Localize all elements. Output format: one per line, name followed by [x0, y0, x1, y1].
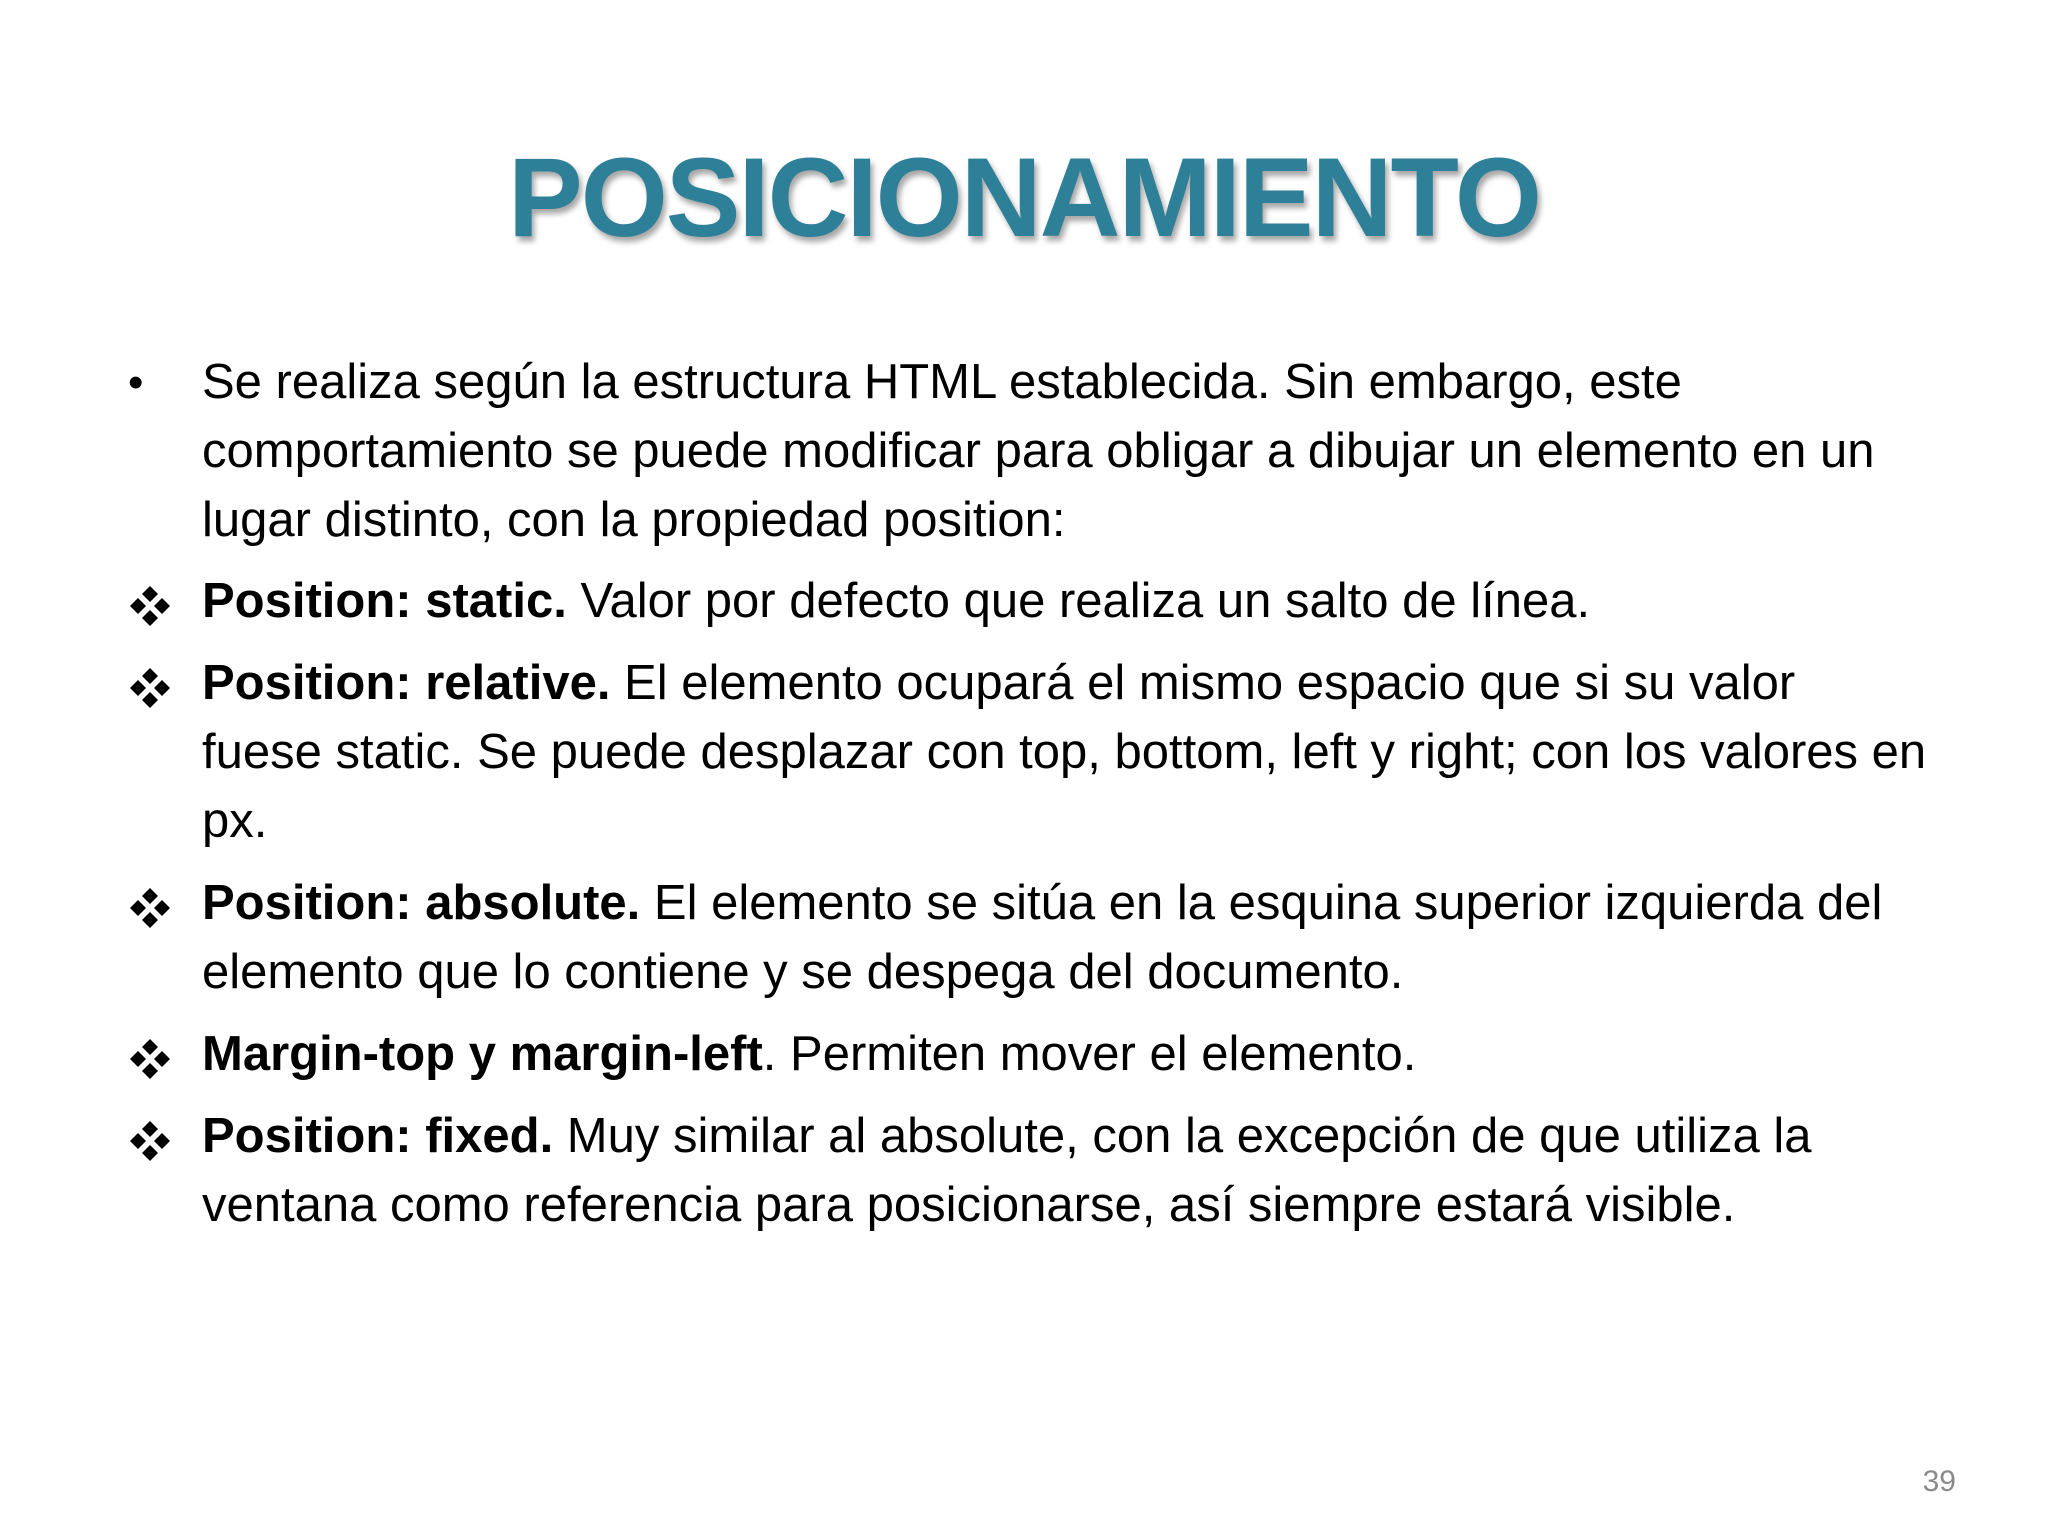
item-text: Se realiza según la estructura HTML establecida. Sin embargo, este comportamiento se puede modificar para obligar a dibujar un elemento en un lugar distinto, con la propiedad position: — [202, 355, 1875, 547]
item-text: Valor por defecto que realiza un salto de línea. — [566, 574, 1591, 628]
page-number: 39 — [1922, 1465, 1956, 1498]
item-label: Position: static. — [202, 574, 567, 628]
item-label: Margin-top y margin-left — [202, 1027, 763, 1081]
list-item — [128, 567, 1928, 636]
slide-title: POSICIONAMIENTO — [507, 135, 1541, 260]
list-item — [128, 649, 1928, 856]
list-item — [128, 1102, 1928, 1240]
slide-content — [128, 348, 1928, 1253]
list-item — [128, 348, 1928, 555]
item-text: Muy similar al absolute, con la excepción de que utiliza la ventana como referencia para posicionarse, así siempre estará visible. — [202, 1109, 1812, 1232]
item-text: El elemento se sitúa en la esquina superior izquierda del elemento que lo contiene y se despega del documento. — [202, 876, 1883, 999]
bullet-icon: • — [128, 358, 144, 407]
item-text: El elemento ocupará el mismo espacio que si su valor fuese static. Se puede desplazar con top, bottom, left y right; con los valores en px. — [202, 656, 1927, 848]
list-item — [128, 869, 1928, 1007]
item-label: Position: absolute. — [202, 876, 641, 930]
item-label: Position: fixed. — [202, 1109, 554, 1163]
list-item — [128, 1020, 1928, 1089]
item-text: . Permiten mover el elemento. — [762, 1027, 1417, 1081]
item-label: Position: relative. — [202, 656, 611, 710]
